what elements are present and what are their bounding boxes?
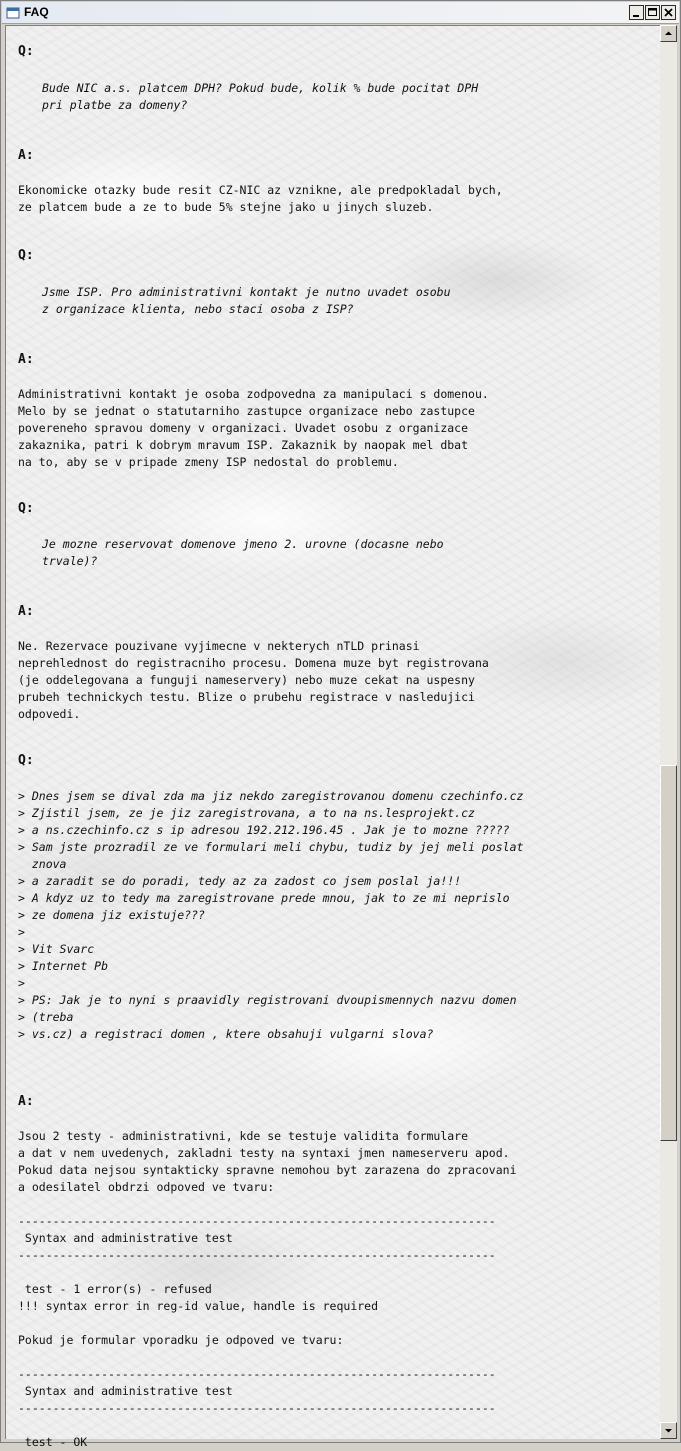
answer-text: Ne. Rezervace pouzivane vyjimecne v nekterych nTLD prinasi neprehlednost do registracniho procesu. Domena muze byt registrovana (je oddelegovana a funguji nameservery) nebo muze cekat na uspesny prubeh technickych testu. Blize o prubehu registrace v nasledujici odpovedi. [18, 639, 489, 721]
minimize-button[interactable] [629, 5, 644, 20]
answer-label: A: [18, 604, 34, 619]
question-text: Je mozne reservovat domenove jmeno 2. urovne (docasne nebo trvale)? [42, 537, 444, 568]
question-label: Q: [18, 248, 34, 263]
scroll-thumb[interactable] [660, 765, 677, 1141]
minimize-icon [630, 6, 643, 19]
question-label: Q: [18, 753, 34, 768]
scroll-down-button[interactable] [660, 1422, 677, 1439]
app-icon [6, 6, 20, 20]
answer-label: A: [18, 352, 34, 367]
maximize-icon [646, 6, 659, 19]
arrow-up-icon [661, 26, 676, 41]
arrow-down-icon [661, 1423, 676, 1438]
question-label: Q: [18, 501, 34, 516]
maximize-button[interactable] [645, 5, 660, 20]
question-label: Q: [18, 44, 34, 59]
close-icon [662, 6, 675, 19]
answer-text: Administrativni kontakt je osoba zodpovedna za manipulaci s domenou. Melo by se jednat o statutarniho zastupce organizace nebo zastupce povereneho spravou domeny v organizaci. Uvadet osobu z organizace zakaznika, patri k dobrym mravum ISP. Zakaznik by naopak mel dbat na to, aby se v pripade zmeny ISP nedostal do problemu. [18, 387, 489, 469]
vertical-scrollbar[interactable] [660, 25, 677, 1439]
answer-text: Ekonomicke otazky bude resit CZ-NIC az vznikne, ale predpokladal bych, ze platcem bude a ze to bude 5% stejne jako u jinych sluzeb. [18, 183, 503, 214]
close-button[interactable] [661, 5, 676, 20]
question-text: Bude NIC a.s. platcem DPH? Pokud bude, kolik % bude pocitat DPH pri platbe za domeny? [42, 81, 479, 112]
question-text: Jsme ISP. Pro administrativni kontakt je nutno uvadet osobu z organizace klienta, nebo staci osoba z ISP? [42, 285, 451, 316]
answer-label: A: [18, 148, 34, 163]
answer-label: A: [18, 1094, 34, 1109]
faq-content[interactable] [5, 25, 660, 1449]
scroll-up-button[interactable] [660, 25, 677, 42]
question-text: > Dnes jsem se dival zda ma jiz nekdo zaregistrovanou domenu czechinfo.cz > Zjistil jsem, ze je jiz zaregistrovana, a to na ns.lesprojekt.cz > a ns.czechinfo.cz s ip adresou 192.212.196.45 . Jak je to mozne ????? > Sam jste prozradil ze ve formulari meli chybu, tudiz by jej meli poslat znova > a zaradit se do poradi, tedy az za zadost co jsem poslal ja!!! > A kdyz uz to tedy ma zaregistrovane prede mnou, jak to ze mi neprislo > ze domena jiz existuje??? > > Vit Svarc > Internet Pb > > PS: Jak je to nyni s praavidly registrovani dvoupismennych nazvu domen > (treba > vs.cz) a registraci domen , ktere obsahuji vulgarni slova? [18, 789, 524, 1041]
window-title: FAQ [24, 5, 49, 19]
title-bar[interactable] [2, 2, 679, 24]
answer-text: Jsou 2 testy - administrativni, kde se testuje validita formulare a dat v nem uvedenych, zakladni testy na syntaxi jmen nameserveru apod. Pokud data nejsou syntakticky spravne nemohou byt zarazena do zpracovani a odesilatel obdrzi odpoved ve tvaru: --------------------------------------------------------------------- Syntax and administrative test --------------------------------------------------------------------- test - 1 error(s) - refused !!! syntax error in reg-id value, handle is required Pokud je formular vporadku je odpoved ve tvaru: --------------------------------------------------------------------- Syntax and administrative test --------------------------------------------------------------------- test - OK [18, 1129, 517, 1449]
